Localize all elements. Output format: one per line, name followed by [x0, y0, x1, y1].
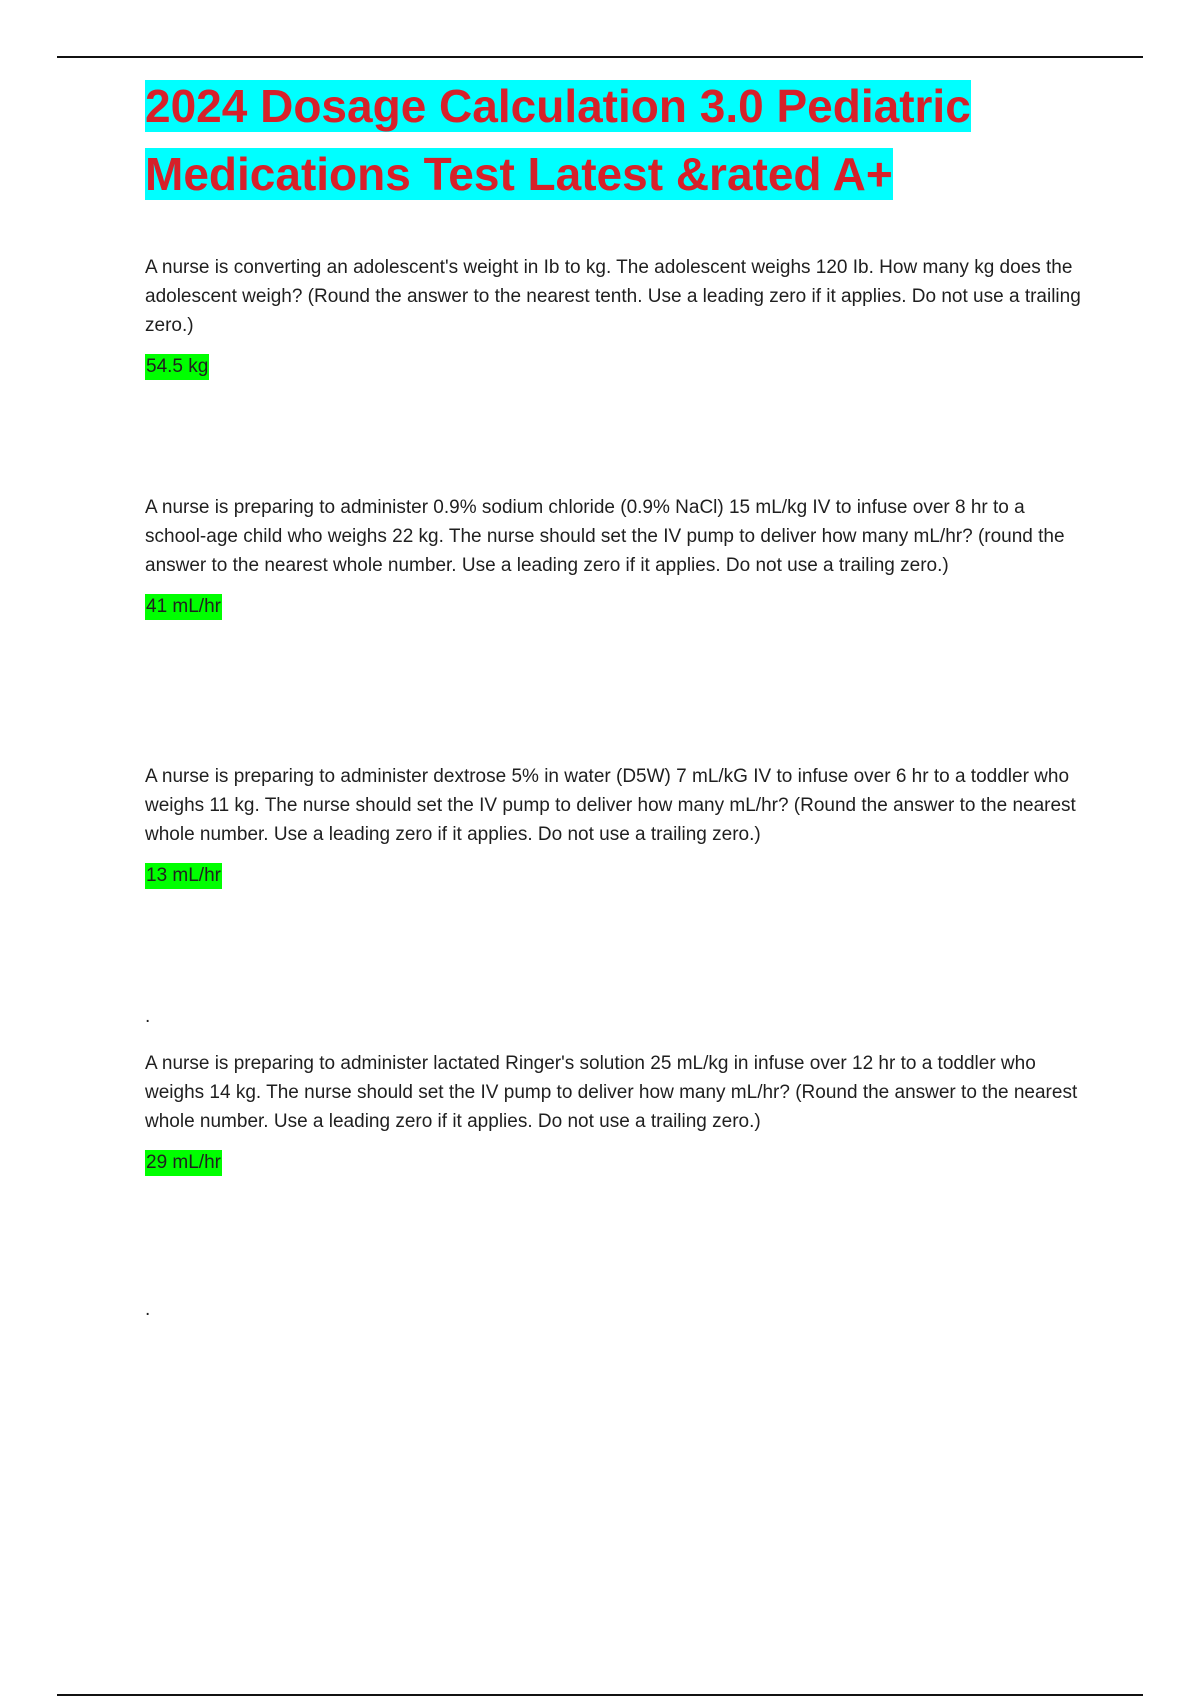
answer-highlight: 41 mL/hr: [145, 594, 222, 620]
question-text: A nurse is converting an adolescent's weight in Ib to kg. The adolescent weighs 120 Ib. How many kg does the adolescent weigh? (Round the answer to the nearest tenth. Use a leading zero if it applies. Do not use a trailing zero.): [145, 257, 1081, 336]
separator-dot-text: .: [145, 1299, 151, 1320]
answer-highlight: 29 mL/hr: [145, 1150, 222, 1176]
question-text: A nurse is preparing to administer lactated Ringer's solution 25 mL/kg in infuse over 12 hr to a toddler who weighs 14 kg. The nurse should set the IV pump to deliver how many mL/hr? (Round the answer to the nearest whole number. Use a leading zero if it applies. Do not use a trailing zero.): [145, 1053, 1078, 1132]
page-title-text: 2024 Dosage Calculation 3.0 Pediatric Medications Test Latest &rated A+: [145, 80, 971, 200]
question-block-4: [145, 1049, 1085, 1176]
document-body: [145, 72, 1085, 1320]
question-text: A nurse is preparing to administer 0.9% sodium chloride (0.9% NaCl) 15 mL/kg IV to infuse over 8 hr to a school-age child who weighs 22 kg. The nurse should set the IV pump to deliver how many mL/hr? (round the answer to the nearest whole number. Use a leading zero if it applies. Do not use a trailing zero.): [145, 497, 1065, 576]
question-block-3: [145, 762, 1085, 889]
question-text: A nurse is preparing to administer dextrose 5% in water (D5W) 7 mL/kG IV to infuse over 6 hr to a toddler who weighs 11 kg. The nurse should set the IV pump to deliver how many mL/hr? (Round the answer to the nearest whole number. Use a leading zero if it applies. Do not use a trailing zero.): [145, 766, 1076, 845]
page-title: [145, 72, 1085, 208]
separator-dot: [145, 1300, 1085, 1320]
separator-dot-text: .: [145, 1006, 151, 1027]
answer-highlight: 54.5 kg: [145, 354, 209, 380]
question-block-2: [145, 493, 1085, 620]
header-rule: [57, 56, 1143, 58]
question-block-1: [145, 253, 1085, 380]
separator-dot: [145, 1007, 1085, 1027]
footer-rule: [57, 1694, 1143, 1696]
answer-highlight: 13 mL/hr: [145, 863, 222, 889]
